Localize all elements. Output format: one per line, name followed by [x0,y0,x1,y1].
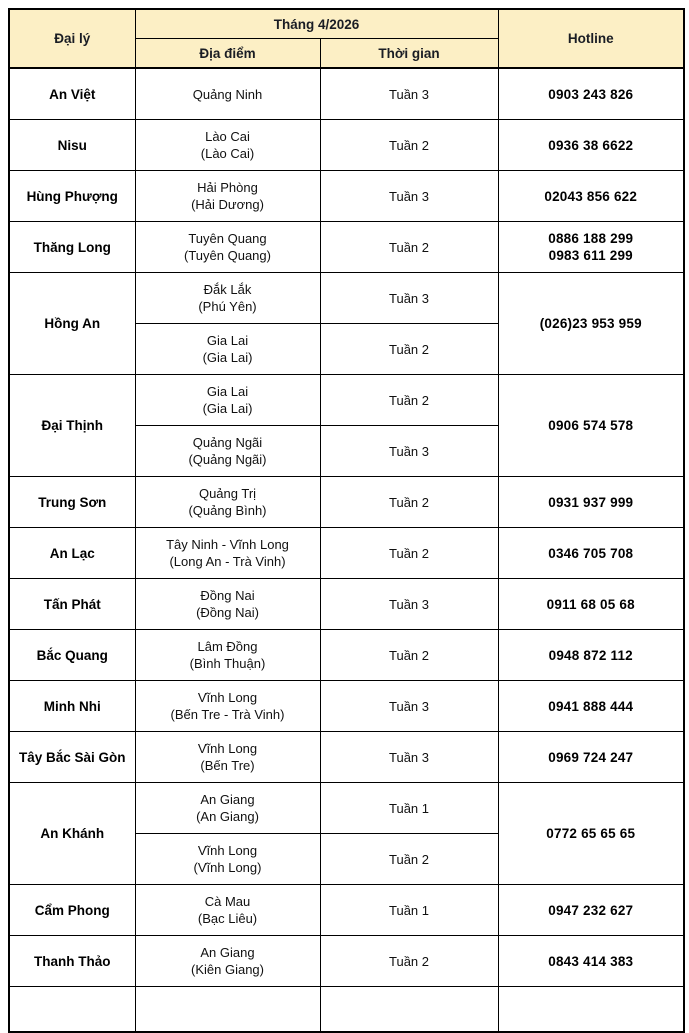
location-cell: Đồng Nai (Đồng Nai) [135,579,320,630]
dealer-name-cell: Thanh Thảo [9,936,135,987]
table-row [9,783,684,834]
time-cell: Tuần 2 [320,936,498,987]
header-location: Địa điểm [135,39,320,69]
hotline-cell: 0969 724 247 [498,732,684,783]
table-row [9,579,684,630]
time-cell: Tuần 2 [320,477,498,528]
hotline-cell: 0772 65 65 65 [498,783,684,885]
hotline-cell: 0911 68 05 68 [498,579,684,630]
dealer-name-cell: Hồng An [9,273,135,375]
dealer-name-cell: Cẩm Phong [9,885,135,936]
dealer-name-cell: Tấn Phát [9,579,135,630]
header-dealer: Đại lý [9,9,135,68]
time-cell: Tuần 2 [320,630,498,681]
hotline-cell: 0948 872 112 [498,630,684,681]
table-row [9,273,684,324]
table-row [9,936,684,987]
time-cell: Tuần 2 [320,834,498,885]
time-cell: Tuần 3 [320,68,498,120]
header-time: Thời gian [320,39,498,69]
hotline-cell: (026)23 953 959 [498,273,684,375]
hotline-cell: 0936 38 6622 [498,120,684,171]
hotline-cell: 0903 243 826 [498,68,684,120]
location-cell: Quảng Ngãi (Quảng Ngãi) [135,426,320,477]
location-cell: Gia Lai (Gia Lai) [135,375,320,426]
dealer-name-cell: Minh Nhi [9,681,135,732]
time-cell: Tuần 3 [320,579,498,630]
location-cell: Vĩnh Long (Bến Tre - Trà Vinh) [135,681,320,732]
location-cell: Quảng Ninh [135,68,320,120]
dealer-name-cell: Tây Bắc Sài Gòn [9,732,135,783]
time-cell: Tuần 1 [320,783,498,834]
hotline-cell: 0947 232 627 [498,885,684,936]
time-cell: Tuần 1 [320,885,498,936]
table-row [9,222,684,273]
time-cell: Tuần 2 [320,120,498,171]
time-cell: Tuần 3 [320,273,498,324]
location-cell: An Giang (An Giang) [135,783,320,834]
location-cell: Tây Ninh - Vĩnh Long (Long An - Trà Vinh) [135,528,320,579]
table-row [9,477,684,528]
dealer-name-cell: Hùng Phượng [9,171,135,222]
location-cell: Cà Mau (Bạc Liêu) [135,885,320,936]
table-row [9,171,684,222]
location-cell: Tuyên Quang (Tuyên Quang) [135,222,320,273]
location-cell: Quảng Trị (Quảng Bình) [135,477,320,528]
dealer-name-cell: Nisu [9,120,135,171]
time-cell: Tuần 2 [320,324,498,375]
time-cell: Tuần 2 [320,375,498,426]
empty-cell [320,987,498,1033]
table-row [9,681,684,732]
dealer-name-cell: An Lạc [9,528,135,579]
dealer-name-cell: An Khánh [9,783,135,885]
location-cell: Đắk Lắk (Phú Yên) [135,273,320,324]
location-cell: Lào Cai (Lào Cai) [135,120,320,171]
time-cell: Tuần 2 [320,528,498,579]
location-cell: Vĩnh Long (Bến Tre) [135,732,320,783]
empty-cell [498,987,684,1033]
time-cell: Tuần 3 [320,732,498,783]
location-cell: An Giang (Kiên Giang) [135,936,320,987]
time-cell: Tuần 3 [320,171,498,222]
table-row [9,885,684,936]
table-row [9,630,684,681]
dealer-name-cell: Thăng Long [9,222,135,273]
dealer-name-cell: Bắc Quang [9,630,135,681]
location-cell: Gia Lai (Gia Lai) [135,324,320,375]
dealer-schedule-table [8,8,685,1033]
time-cell: Tuần 3 [320,681,498,732]
hotline-cell: 0346 705 708 [498,528,684,579]
table-row [9,68,684,120]
hotline-cell: 02043 856 622 [498,171,684,222]
table-header [9,9,684,68]
empty-cell [9,987,135,1033]
header-hotline: Hotline [498,9,684,68]
dealer-name-cell: Đại Thịnh [9,375,135,477]
location-cell: Hải Phòng (Hải Dương) [135,171,320,222]
time-cell: Tuần 3 [320,426,498,477]
dealer-name-cell: Trung Sơn [9,477,135,528]
dealer-name-cell: An Việt [9,68,135,120]
table-row-partial [9,987,684,1033]
empty-cell [135,987,320,1033]
hotline-cell: 0843 414 383 [498,936,684,987]
hotline-cell: 0941 888 444 [498,681,684,732]
table-row [9,120,684,171]
hotline-cell: 0906 574 578 [498,375,684,477]
location-cell: Lâm Đồng (Bình Thuận) [135,630,320,681]
table-row [9,375,684,426]
table-body [9,68,684,1032]
hotline-cell: 0931 937 999 [498,477,684,528]
location-cell: Vĩnh Long (Vĩnh Long) [135,834,320,885]
hotline-cell: 0886 188 299 0983 611 299 [498,222,684,273]
header-month-group: Tháng 4/2026 [135,9,498,39]
table-row [9,732,684,783]
table-row [9,528,684,579]
time-cell: Tuần 2 [320,222,498,273]
